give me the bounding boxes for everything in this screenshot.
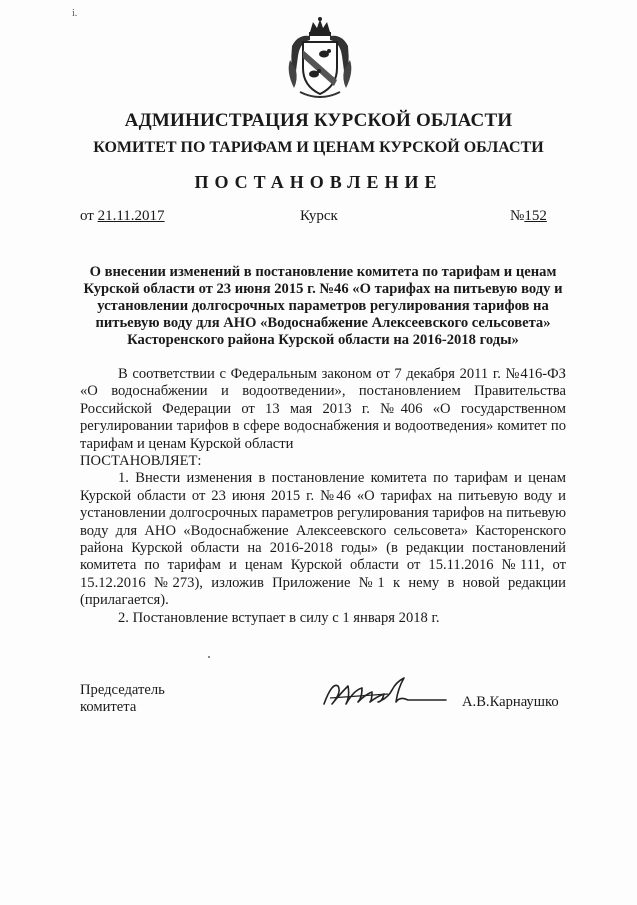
scan-mark: і. [72, 8, 78, 19]
document-number [510, 208, 547, 225]
signer-name: А.В.Карнаушко [462, 694, 559, 710]
document-city: Курск [300, 208, 338, 224]
item-1-paragraph: 1. Внести изменения в постановление комитета по тарифам и ценам Курской области от 23 июня 2015 г. №46 «О тарифах на питьевую воду и установлении долгосрочных параметров регулирования тарифов на питьевую воду для АНО «Водоснабжение Алексеевского сельсовета» Касторенского района Курской области на 2016-2018 годы» (в редакции постановлений комитета по тарифам и ценам Курской области от 15.11.2016 №111, от 15.12.2016 №273), изложив Приложение №1 к нему в новой редакции (прилагается). [80, 470, 566, 609]
resolves-line: ПОСТАНОВЛЯЕТ: [80, 453, 202, 470]
item-2-paragraph: 2. Постановление вступает в силу с 1 января 2018 г. [118, 609, 440, 626]
preamble-paragraph: В соответствии с Федеральным законом от 7 декабря 2011 г. №416-ФЗ «О водоснабжении и водоотведении», постановлением Правительства Российской Федерации от 13 мая 2013 г. №406 «О государственном регулировании тарифов в сфере водоснабжения и водоотведения» комитет по тарифам и ценам Курской области [80, 366, 566, 452]
committee-heading: КОМИТЕТ ПО ТАРИФАМ И ЦЕНАМ КУРСКОЙ ОБЛАСТИ [93, 139, 544, 156]
document-subject: О внесении изменений в постановление комитета по тарифам и ценам Курской области от 23 июня 2015 г. №46 «О тарифах на питьевую воду и установлении долгосрочных параметров регулирования тарифов на питьевую воду для АНО «Водоснабжение Алексеевского сельсовета» Касторенского района Курской области на 2016-2018 годы» [83, 264, 563, 348]
document-type-heading: ПОСТАНОВЛЕНИЕ [194, 172, 443, 192]
document-body [80, 366, 566, 627]
date-prefix: от [80, 208, 98, 224]
handwritten-signature [318, 664, 448, 720]
document-date [80, 208, 165, 225]
number-value: 152 [524, 208, 547, 224]
coat-of-arms-icon [284, 16, 356, 98]
administration-heading: АДМИНИСТРАЦИЯ КУРСКОЙ ОБЛАСТИ [124, 110, 513, 131]
date-value: 21.11.2017 [97, 208, 165, 224]
scan-speck [208, 656, 210, 658]
number-prefix: № [510, 208, 525, 224]
signer-title-line-2: комитета [80, 699, 137, 715]
signer-title [80, 682, 165, 716]
signer-title-line-1: Председатель [80, 682, 165, 698]
